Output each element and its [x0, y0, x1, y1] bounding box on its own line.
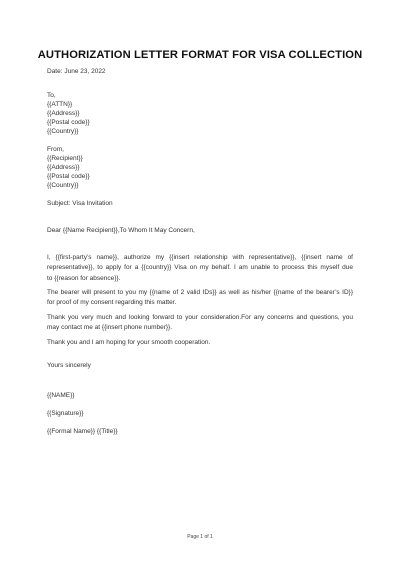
date-line: Date: June 23, 2022: [47, 68, 106, 75]
paragraph-line: I, {{first-party’s name}}, authorize my {{insert relationship with representative}}, {{insert name of: [47, 254, 353, 261]
from-label: From,: [47, 146, 64, 153]
document-title: AUTHORIZATION LETTER FORMAT FOR VISA COLLECTION: [37, 49, 363, 61]
from-postal-code: {{Postal code}}: [47, 173, 90, 180]
from-country: {{Country}}: [47, 182, 79, 189]
paragraph-line: Thank you very much and looking forward to your consideration.For any concerns and questions, you: [47, 314, 353, 321]
paragraph-line: for proof of my consent regarding this matter.: [47, 299, 177, 307]
from-recipient: {{Recipient}}: [47, 155, 83, 162]
paragraph-line: representative}}, to apply for a {{country}} Visa on my behalf. I am unable to process this myself due: [47, 264, 353, 272]
paragraph-thanks: [47, 313, 353, 334]
page-number: Page 1 of 1: [187, 534, 213, 540]
paragraph-authorization: [47, 253, 353, 284]
to-label: To,: [47, 92, 56, 99]
closing: Yours sincerely: [47, 362, 91, 369]
paragraph-bearer: [47, 288, 353, 309]
to-postal-code: {{Postal code}}: [47, 119, 90, 126]
subject-line: Subject: Visa Invitation: [47, 200, 113, 207]
paragraph-line: The bearer will present to you my {{name of 2 valid IDs}} as well as his/her {{name of the bearer’s ID}}: [47, 289, 353, 296]
to-address: {{Address}}: [47, 110, 80, 117]
signature-placeholder: {{Signature}}: [47, 410, 84, 417]
paragraph-line: may contact me at {{insert phone number}}.: [47, 324, 173, 332]
salutation: Dear {{Name Recipient}},To Whom It May Concern,: [47, 227, 195, 234]
paragraph-line: Thank you and I am hoping for your smooth cooperation.: [47, 339, 211, 346]
from-address: {{Address}}: [47, 164, 80, 171]
name-placeholder: {{NAME}}: [47, 392, 75, 399]
paragraph-cooperation: [47, 338, 353, 348]
to-attn: {{ATTN}}: [47, 101, 73, 108]
paragraph-line: to {{reason for absence}}.: [47, 274, 121, 282]
to-country: {{Country}}: [47, 128, 79, 135]
formal-name-title: {{Formal Name}} {{Title}}: [47, 428, 118, 435]
